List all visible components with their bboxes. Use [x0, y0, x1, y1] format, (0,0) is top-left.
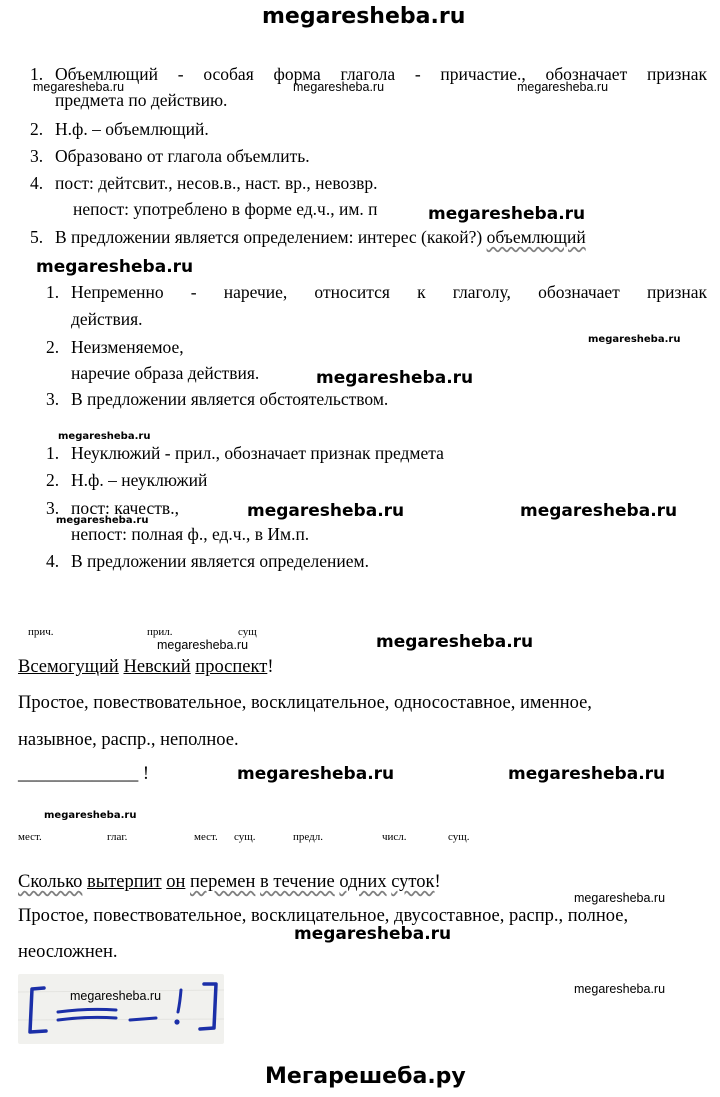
- watermark: megaresheba.ru: [293, 80, 385, 94]
- watermark: megaresheba.ru: [58, 431, 151, 442]
- sentence-word: суток: [391, 872, 435, 892]
- list-number: 4.: [46, 551, 60, 571]
- pos-label: мест.: [18, 831, 42, 843]
- site-footer: Мегарешеба.ру: [265, 1064, 466, 1089]
- list-item-text: Н.ф. – неуклюжий: [71, 470, 208, 490]
- sentence-word: Сколько: [18, 872, 83, 892]
- list-item-text: Объемлющий - особая форма глагола - причастие., обозначает признак: [55, 64, 707, 84]
- watermark: megaresheba.ru: [247, 501, 405, 521]
- analysis-text: назывное, распр., неполное.: [18, 730, 239, 750]
- sentence-end: !: [267, 657, 274, 677]
- watermark: megaresheba.ru: [33, 80, 125, 94]
- pos-label: мест.: [194, 831, 218, 843]
- handwritten-scheme-drawing: [18, 974, 224, 1044]
- sentence-1: [18, 657, 273, 677]
- pos-label: прил.: [147, 626, 173, 638]
- sentence-word: проспект: [195, 657, 268, 677]
- watermark: megaresheba.ru: [508, 764, 666, 784]
- list-item-text: Неизменяемое,: [71, 337, 184, 357]
- list-number: 1.: [46, 282, 60, 302]
- list-item-text: непост: полная ф., ед.ч., в Им.п.: [71, 524, 310, 544]
- handwritten-scheme-image: [18, 974, 224, 1044]
- watermark: megaresheba.ru: [428, 204, 586, 224]
- analysis-text: Простое, повествовательное, восклицательное, односоставное, именное,: [18, 693, 592, 713]
- watermark: megaresheba.ru: [70, 989, 162, 1003]
- list-item-text: В предложении является определением.: [71, 551, 369, 571]
- list-number: 4.: [30, 173, 44, 193]
- list-item-text: предмета по действию.: [55, 90, 228, 110]
- sentence-2: [18, 872, 441, 892]
- list-item-text: Неуклюжий - прил., обозначает признак предмета: [71, 443, 444, 463]
- pos-label: глаг.: [107, 831, 128, 843]
- pos-label: предл.: [293, 831, 323, 843]
- list-item-text: Непременно - наречие, относится к глаголу, обозначает признак: [71, 282, 707, 302]
- watermark: megaresheba.ru: [56, 515, 149, 526]
- list-item-text: непост: употреблено в форме ед.ч., им. п: [73, 199, 378, 219]
- underlined-word: объемлющий: [486, 227, 586, 247]
- sentence-word: в течение: [260, 872, 335, 892]
- sentence-end: !: [434, 872, 441, 892]
- pos-label: прич.: [28, 626, 54, 638]
- list-number: 5.: [30, 227, 44, 247]
- watermark: megaresheba.ru: [517, 80, 609, 94]
- sentence-word: Всемогущий: [18, 657, 119, 677]
- list-number: 2.: [30, 119, 44, 139]
- list-item-text: [55, 227, 586, 247]
- list-number: 2.: [46, 470, 60, 490]
- scheme-blank: [18, 764, 149, 784]
- scheme-line: _____________: [18, 764, 139, 784]
- watermark: megaresheba.ru: [44, 810, 137, 821]
- site-header: megaresheba.ru: [262, 4, 466, 29]
- pos-label: сущ.: [234, 831, 256, 843]
- list-number: 3.: [46, 498, 60, 518]
- watermark: megaresheba.ru: [588, 334, 681, 345]
- analysis-text: неосложнен.: [18, 942, 118, 962]
- watermark: megaresheba.ru: [520, 501, 678, 521]
- list-number: 1.: [30, 64, 44, 84]
- list-number: 3.: [30, 146, 44, 166]
- sentence-word: одних: [339, 872, 387, 892]
- sentence-word: перемен: [190, 872, 256, 892]
- watermark: megaresheba.ru: [574, 891, 666, 905]
- list-number: 1.: [46, 443, 60, 463]
- watermark: megaresheba.ru: [36, 257, 194, 277]
- list-number: 2.: [46, 337, 60, 357]
- watermark: megaresheba.ru: [376, 632, 534, 652]
- analysis-text: Простое, повествовательное, восклицательное, двусоставное, распр., полное,: [18, 906, 629, 926]
- sentence-word: он: [166, 872, 186, 892]
- list-item-text: действия.: [71, 309, 143, 329]
- list-item-text: Н.ф. – объемлющий.: [55, 119, 209, 139]
- list-item-text: наречие образа действия.: [71, 363, 260, 383]
- list-item-text: Образовано от глагола объемлить.: [55, 146, 310, 166]
- sentence-word: Невский: [123, 657, 191, 677]
- watermark: megaresheba.ru: [316, 368, 474, 388]
- list-item-text: пост: дейтсвит., несов.в., наст. вр., невозвр.: [55, 173, 378, 193]
- pos-label: сущ.: [448, 831, 470, 843]
- sentence-word: вытерпит: [87, 872, 162, 892]
- pos-label: сущ: [238, 626, 257, 638]
- watermark: megaresheba.ru: [237, 764, 395, 784]
- list-number: 3.: [46, 389, 60, 409]
- pos-label: числ.: [382, 831, 407, 843]
- scheme-end: !: [142, 764, 150, 784]
- watermark: megaresheba.ru: [294, 924, 452, 944]
- list-item-text: пост: качеств.,: [71, 498, 179, 518]
- watermark: megaresheba.ru: [574, 982, 666, 996]
- list-item-text: В предложении является обстоятельством.: [71, 389, 389, 409]
- item-text: В предложении является определением: интерес (какой?): [55, 227, 483, 247]
- watermark: megaresheba.ru: [157, 638, 249, 652]
